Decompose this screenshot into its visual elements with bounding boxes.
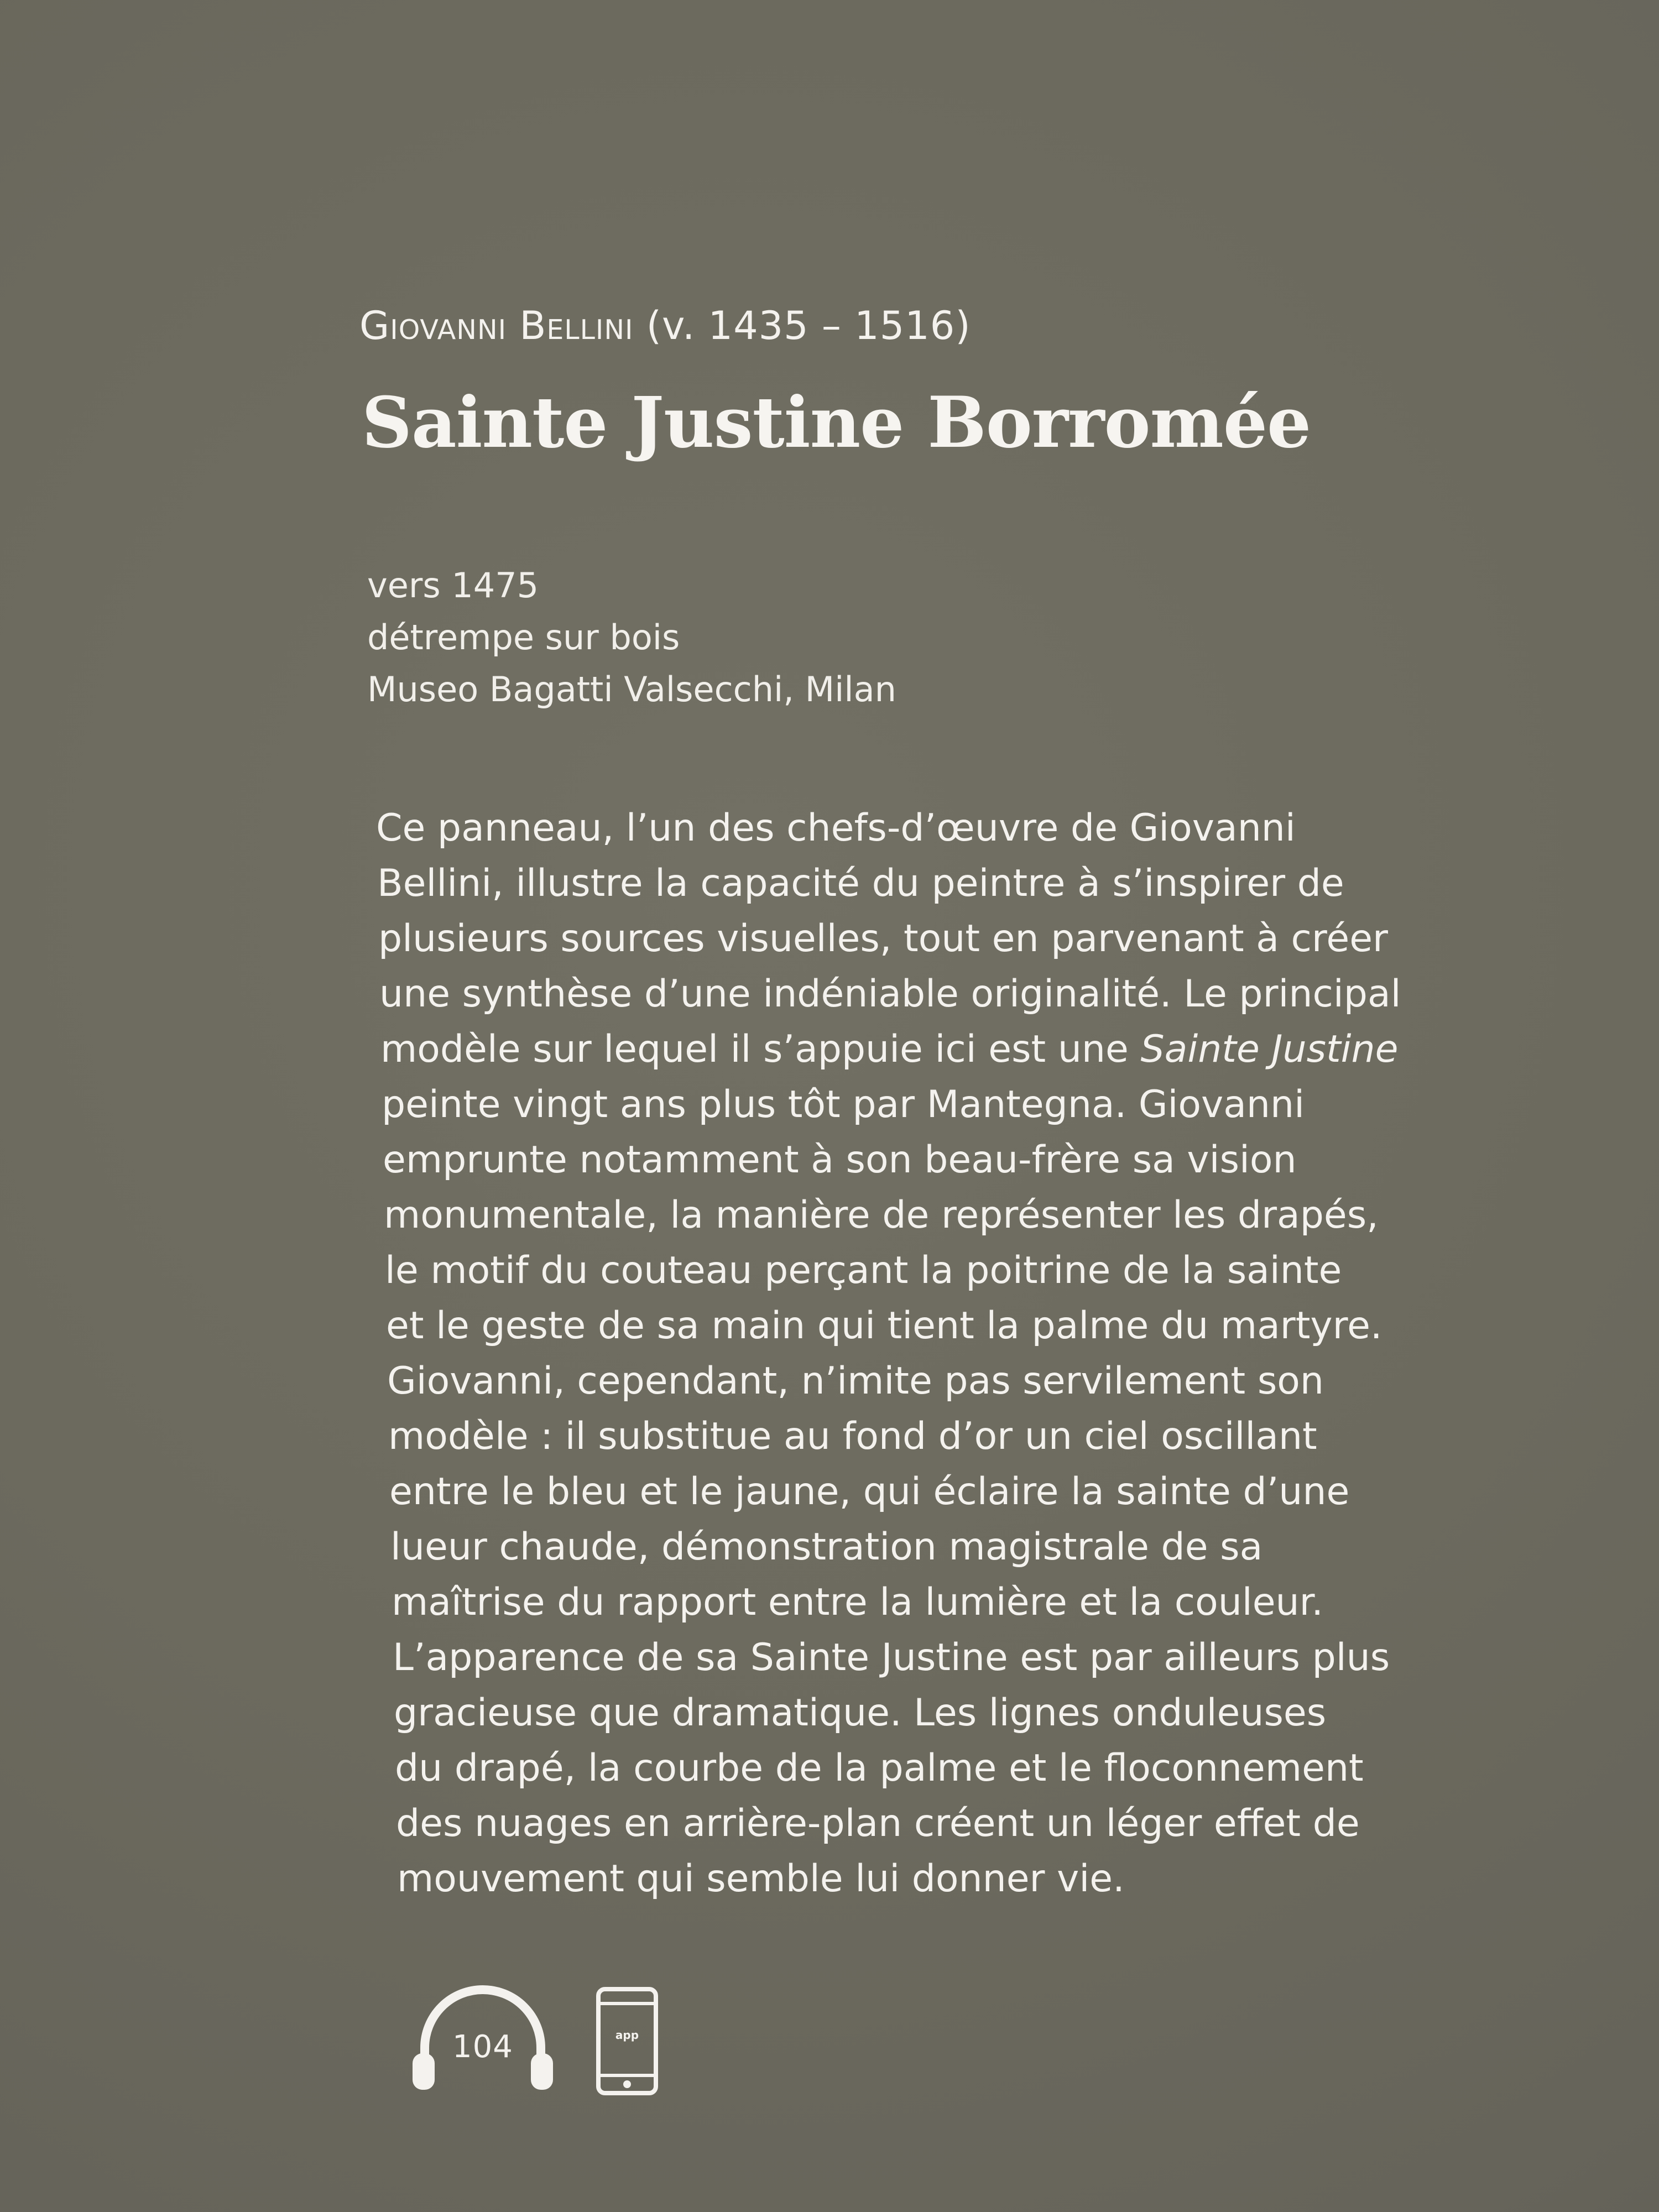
description-line: [380, 1022, 1401, 1077]
description-line: Giovanni, cependant, n’imite pas servilement son: [387, 1359, 1324, 1403]
audio-guide-number: 104: [452, 2029, 513, 2065]
description-line: monumentale, la manière de représenter les drapés,: [384, 1193, 1379, 1237]
artwork-details: [367, 560, 896, 716]
description-line: maîtrise du rapport entre la lumière et la couleur.: [392, 1580, 1323, 1624]
artwork-collection: Museo Bagatti Valsecchi, Milan: [367, 669, 896, 709]
italic-work-title: Sainte Justine: [1140, 1027, 1399, 1071]
description-text: [376, 801, 1401, 1907]
description-line: peinte vingt ans plus tôt par Mantegna. Giovanni: [382, 1083, 1305, 1126]
description-line: gracieuse que dramatique. Les lignes onduleuses: [394, 1691, 1327, 1735]
app-label: app: [615, 2028, 639, 2042]
artwork-date: vers 1475: [367, 565, 539, 606]
description-line: et le geste de sa main qui tient la palme du martyre.: [386, 1304, 1383, 1348]
description-line: plusieurs sources visuelles, tout en parvenant à créer: [378, 917, 1389, 961]
description-line: des nuages en arrière-plan créent un léger effet de: [396, 1802, 1360, 1845]
description-line: du drapé, la courbe de la palme et le floconnement: [395, 1746, 1364, 1790]
description-line: Bellini, illustre la capacité du peintre à s’inspirer de: [377, 862, 1344, 905]
description-line: modèle : il substitue au fond d’or un ciel oscillant: [388, 1415, 1317, 1458]
artwork-medium: détrempe sur bois: [367, 617, 680, 658]
description-line: Ce panneau, l’un des chefs-d’œuvre de Giovanni: [376, 806, 1296, 850]
description-line: L’apparence de sa Sainte Justine est par ailleurs plus: [393, 1636, 1390, 1679]
description-line-text: modèle sur lequel il s’appuie ici est une: [380, 1027, 1141, 1071]
media-icons: [408, 1983, 668, 2104]
artist-name: Giovanni Bellini: [359, 303, 634, 348]
description-line: une synthèse d’une indéniable originalité. Le principal: [379, 972, 1401, 1016]
artist-dates: (v. 1435 – 1516): [646, 303, 971, 348]
description-line: mouvement qui semble lui donner vie.: [397, 1857, 1125, 1901]
description-line: le motif du couteau perçant la poitrine de la sainte: [385, 1249, 1342, 1292]
description-line: entre le bleu et le jaune, qui éclaire la sainte d’une: [389, 1470, 1350, 1514]
description-line: emprunte notamment à son beau-frère sa vision: [383, 1138, 1297, 1182]
artwork-title: Sainte Justine Borromée: [362, 382, 1311, 463]
description-line: lueur chaude, démonstration magistrale de sa: [390, 1525, 1263, 1569]
artist-line: [359, 303, 971, 348]
